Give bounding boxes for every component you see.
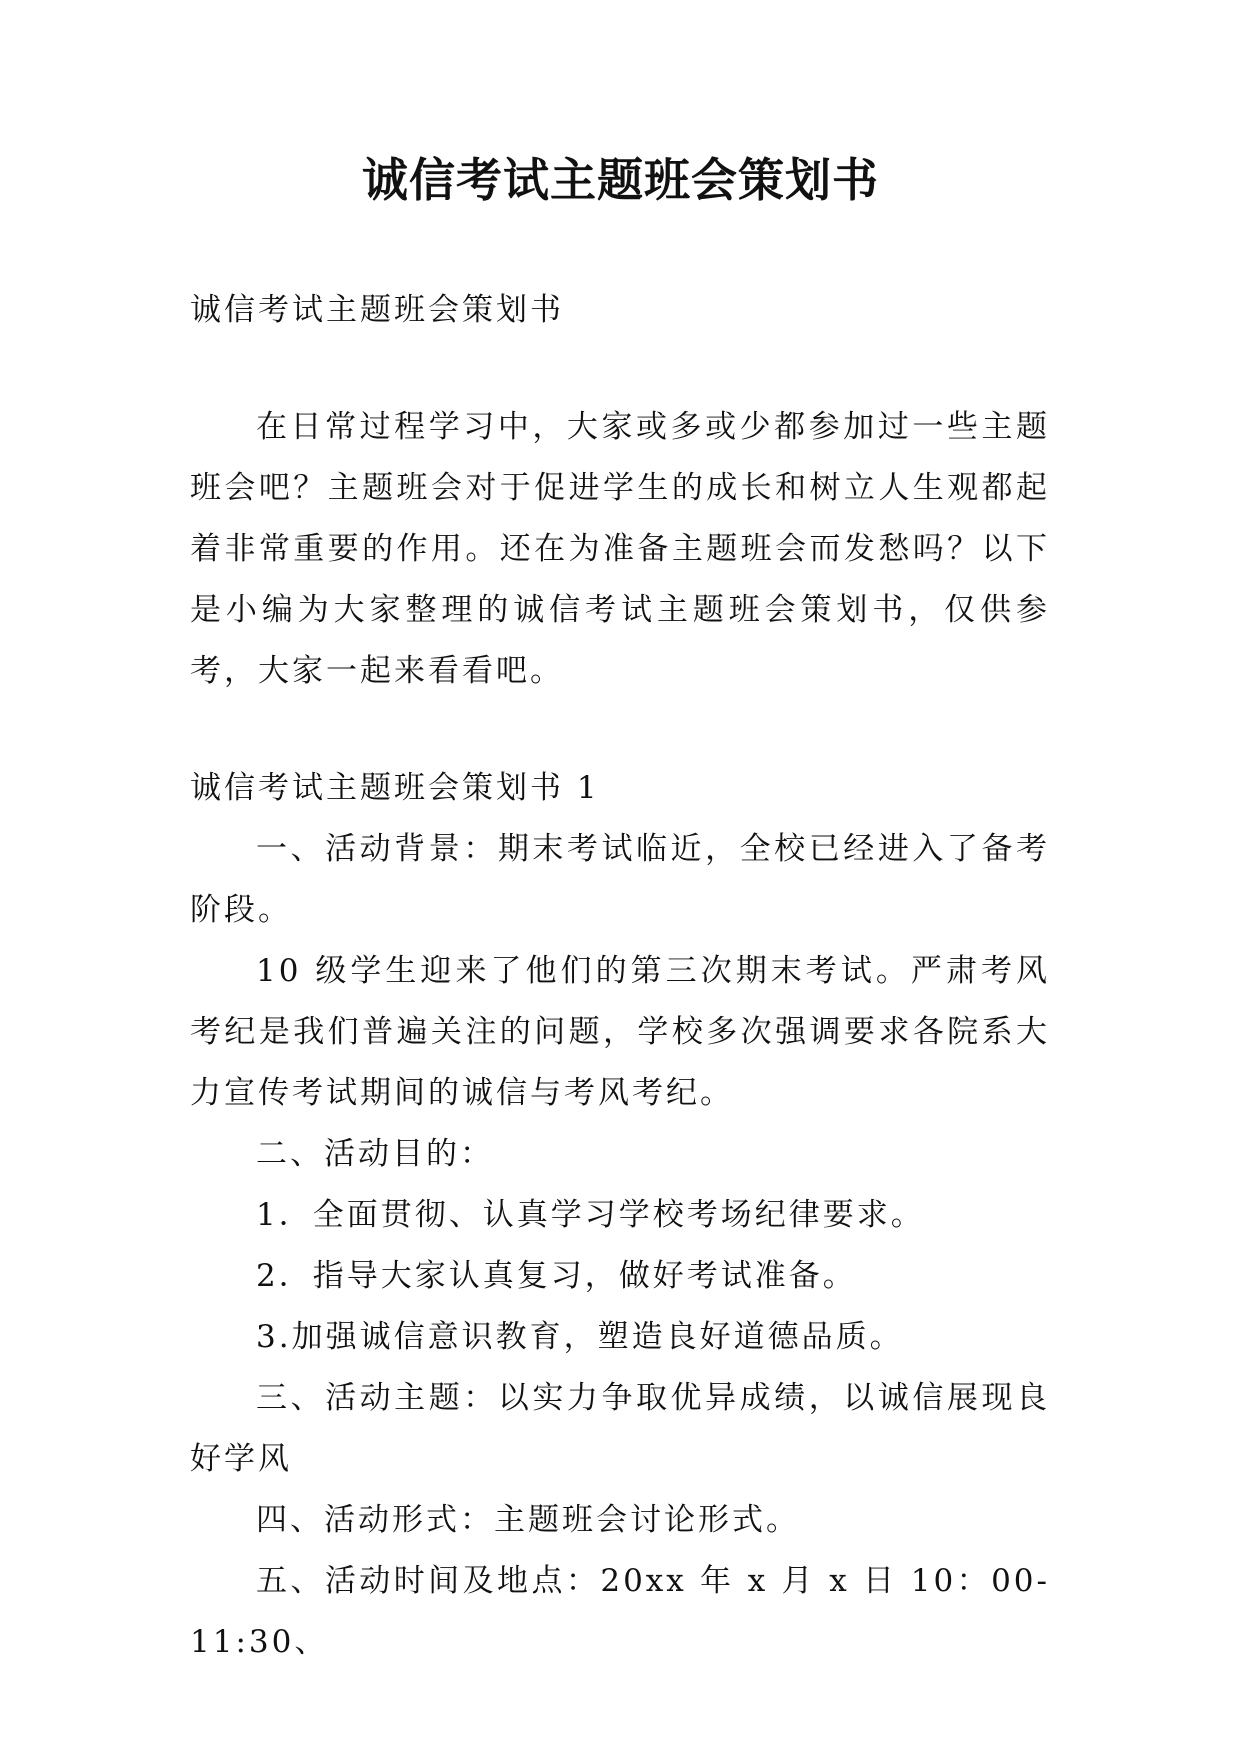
section-heading: 诚信考试主题班会策划书 1 xyxy=(190,770,600,806)
paragraph-purpose-item-1: 1．全面贯彻、认真学习学校考场纪律要求。 xyxy=(256,1197,925,1233)
intro-paragraph: 在日常过程学习中，大家或多或少都参加过一些主题班会吧？主题班会对于促进学生的成长和树立人生观都起着非常重要的作用。还在为准备主题班会而发愁吗？以下是小编为大家整理的诚信考试主题班会策划书，仅供参考，大家一起来看看吧。 xyxy=(190,409,1050,689)
paragraph-purpose-heading: 二、活动目的： xyxy=(256,1136,494,1172)
paragraph-purpose-item-2: 2．指导大家认真复习，做好考试准备。 xyxy=(256,1258,857,1294)
paragraph-background-detail: 10 级学生迎来了他们的第三次期末考试。严肃考风考纪是我们普遍关注的问题，学校多次强调要求各院系大力宣传考试期间的诚信与考风考纪。 xyxy=(190,953,1050,1111)
document-body xyxy=(190,280,1050,1673)
paragraph-format: 四、活动形式：主题班会讨论形式。 xyxy=(256,1502,800,1538)
document-title: 诚信考试主题班会策划书 xyxy=(362,153,879,207)
paragraph-time-location: 五、活动时间及地点：20xx 年 x 月 x 日 10：00-11:30、 xyxy=(190,1563,1050,1660)
paragraph-theme: 三、活动主题：以实力争取优异成绩，以诚信展现良好学风 xyxy=(190,1380,1050,1477)
paragraph-purpose-item-3: 3.加强诚信意识教育，塑造良好道德品质。 xyxy=(256,1319,904,1355)
paragraph-background: 一、活动背景：期末考试临近，全校已经进入了备考阶段。 xyxy=(190,831,1050,928)
document-subtitle: 诚信考试主题班会策划书 xyxy=(190,292,564,328)
